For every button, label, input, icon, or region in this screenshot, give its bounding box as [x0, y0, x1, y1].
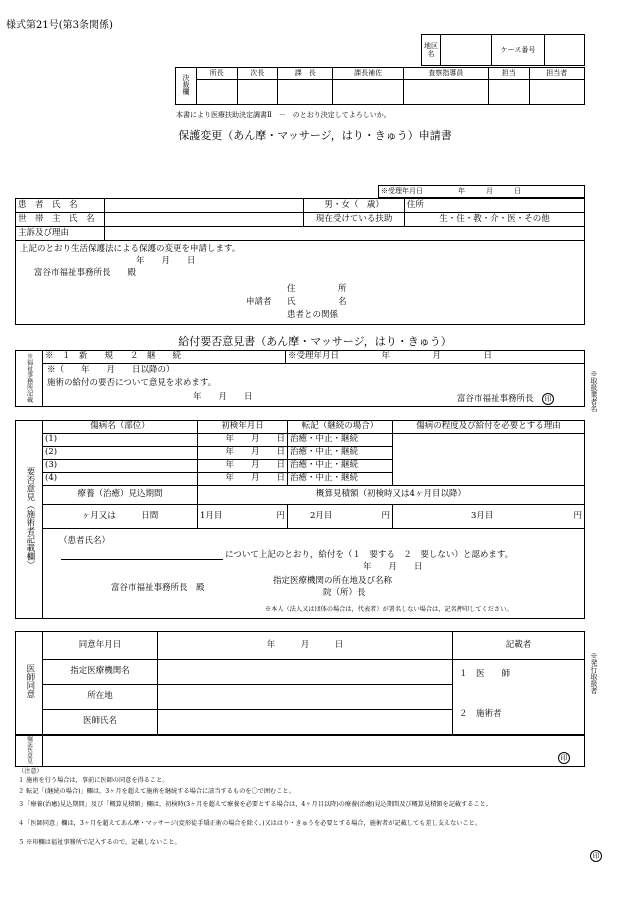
applicant-name-label: 氏 名: [287, 297, 347, 307]
estimate-label: 概算見積額（初検時又は4ヶ月目以降）: [198, 486, 585, 505]
yen-unit: 円: [276, 510, 285, 521]
doctor-consent-table: [15, 631, 585, 735]
patient-name-line[interactable]: [61, 549, 223, 560]
district-label: 地区名: [422, 35, 441, 66]
application-statement: [16, 241, 585, 325]
conclusion-cell: [43, 529, 585, 619]
period-label: 療養（治癒）見込期間: [43, 486, 198, 505]
first-exam-date[interactable]: 年 月 日: [198, 460, 288, 473]
month2-label: 2月目: [310, 510, 333, 521]
request-date: 年 月 日: [193, 392, 253, 402]
case-value[interactable]: [545, 35, 585, 66]
office-label: ※福祉事務所記載: [16, 351, 43, 407]
first-exam-date[interactable]: 年 月 日: [198, 434, 288, 447]
inspection-label: 嘱託医意見: [16, 736, 43, 767]
type-line[interactable]: ※ １ 新 規 ２ 継 続: [43, 351, 286, 364]
current-aid-label: 現在受けている扶助: [304, 213, 405, 227]
writer-label: 記載者: [453, 632, 585, 660]
doctor-consent-label: 医師同意: [16, 632, 43, 735]
disease-row[interactable]: (4): [43, 473, 198, 486]
approver-seal[interactable]: [333, 80, 403, 105]
month3-cell[interactable]: [393, 505, 585, 529]
office-director: 富谷市福祉事務所長: [457, 394, 534, 404]
approver-head: 課 長: [278, 68, 333, 80]
notes-title: （注意）: [18, 768, 43, 775]
location-value[interactable]: [158, 685, 453, 710]
yen-unit: 円: [381, 510, 390, 521]
approver-seal[interactable]: [278, 80, 333, 105]
patient-address[interactable]: 住所: [404, 199, 584, 213]
outcome-choice[interactable]: 治癒・中止・継続: [288, 447, 393, 460]
month3-label: 3月目: [471, 510, 494, 521]
month1-label: 1月目: [200, 510, 223, 521]
inspection-table: [15, 735, 585, 767]
doctor-name-value[interactable]: [158, 710, 453, 735]
col-first-exam: 初検年月日: [198, 421, 288, 434]
head-name-value[interactable]: [104, 213, 304, 227]
approver-head: 次長: [237, 68, 278, 80]
patient-name-caption: （患者氏名）: [59, 536, 111, 546]
district-case-box: [421, 34, 585, 66]
application-recipient: 富谷市福祉事務所長 殿: [34, 268, 137, 278]
district-value[interactable]: [441, 35, 492, 66]
approver-head: 査察指導員: [403, 68, 488, 80]
conclusion-text: について上記のとおり，給付を（１ 要する ２ 要しない）と認めます。: [225, 550, 514, 560]
approver-seal[interactable]: [529, 80, 584, 105]
note-item: ３「療養(治癒)見込期間」及び「概算見積額」欄は，初検時(3ヶ月を超えて療養を必要とする場合は，4ヶ月目以降)の療養(治癒)見込期間及び概算見積額を記載すること。: [18, 801, 493, 808]
approval-box: [175, 67, 585, 105]
note-item: ５ ※印欄は福祉事務所で記入するので，記載しないこと。: [18, 839, 181, 846]
institution-addr-label: 指定医療機関の所在地及び名称: [273, 576, 393, 586]
form-number: 様式第21号(第3条関係): [6, 20, 113, 31]
note-item: ４「医師同意」欄は，3ヶ月を超えてあん摩・マッサージ(変形徒手矯正術の場合を除く。)又ははり・きゅうを必要とする場合，施術者が記載しても差し支えないこと。: [18, 820, 482, 827]
conclusion-date: 年 月 日: [363, 562, 423, 572]
notes-list: [18, 775, 578, 848]
conclusion-recipient: 富谷市福祉事務所長 殿: [111, 583, 205, 593]
approver-head: 所長: [197, 68, 238, 80]
doctor-name-label: 医師氏名: [43, 710, 158, 735]
col-disease: 傷病名（部位）: [43, 421, 198, 434]
signature-note: ※本人（法人又は団体の場合は，代表者）が署名しない場合は，記名押印してください。: [265, 606, 513, 613]
received-date: ※受理年月日 年 月 日: [379, 186, 585, 198]
approver-head: 担当者: [529, 68, 584, 80]
institution-head-label: 院（所）長: [323, 588, 366, 598]
seal-icon: 印: [590, 850, 602, 862]
statement-text: 上記のとおり生活保護法による保護の変更を申請します。: [20, 244, 241, 254]
opinion-table: [15, 420, 585, 619]
approver-seal[interactable]: [489, 80, 530, 105]
relation-label: 患者との関係: [287, 310, 339, 320]
consent-date-value[interactable]: 年 月 日: [158, 632, 453, 660]
writer-practitioner: ２ 施術者: [459, 709, 502, 719]
outcome-choice[interactable]: 治癒・中止・継続: [288, 460, 393, 473]
note-item: １ 施術を行う場合は，事前に医師の同意を得ること。: [18, 777, 169, 784]
reason-label: 主訴及び理由: [16, 227, 105, 241]
office-director-line: [457, 393, 554, 405]
approver-head: 課長補佐: [333, 68, 403, 80]
col-reason: 傷病の程度及び給付を必要とする理由: [393, 421, 585, 434]
opinion-label: 要否意見（施術者記載欄）: [16, 421, 43, 619]
seal-icon: 印: [542, 393, 554, 405]
office-request: [43, 364, 585, 407]
outcome-choice[interactable]: 治癒・中止・継続: [288, 434, 393, 447]
received-box: [378, 185, 585, 198]
reason-cell[interactable]: [393, 434, 585, 486]
approver-seal[interactable]: [237, 80, 278, 105]
handler-label: ※取扱業者名: [590, 370, 598, 412]
bottom-seal: [590, 850, 602, 862]
month1-cell[interactable]: [198, 505, 288, 529]
yen-unit: 円: [573, 510, 582, 521]
inst-name-value[interactable]: [158, 660, 453, 685]
writer-doctor: １ 医 師: [459, 669, 511, 679]
patient-name-value[interactable]: [104, 199, 304, 213]
decision-note: 本書により医療扶助決定調書Ⅱ － のとおり決定してよろしいか。: [176, 111, 391, 119]
reason-value[interactable]: [104, 227, 584, 241]
application-table: [15, 198, 585, 325]
approver-head: 担当: [489, 68, 530, 80]
inst-name-label: 指定医療機関名: [43, 660, 158, 685]
first-exam-date[interactable]: 年 月 日: [198, 473, 288, 486]
approver-seal[interactable]: [403, 80, 488, 105]
issuer-label: ※発行取扱者: [590, 652, 598, 694]
consent-date-label: 同意年月日: [43, 632, 158, 660]
aid-types[interactable]: 生・住・教・介・医・その他: [404, 213, 584, 227]
outcome-choice[interactable]: 治癒・中止・継続: [288, 473, 393, 486]
applicant-label: 申請者: [246, 297, 272, 307]
applicant-address-label: 住 所: [287, 284, 347, 294]
request-text: 施術の給付の要否について意見を求めます。: [47, 378, 217, 388]
col-outcome: 転記（継続の場合）: [288, 421, 393, 434]
period-value[interactable]: ヶ月又は 日間: [43, 505, 198, 529]
month2-cell[interactable]: [288, 505, 393, 529]
office-received: ※受理年月日 年 月 日: [286, 351, 585, 364]
disease-row[interactable]: (1): [43, 434, 198, 447]
application-title: 保護変更（あん摩・マッサージ，はり・きゅう）申請書: [178, 129, 452, 142]
since-text: ※（ 年 月 日以降の）: [47, 365, 175, 375]
disease-row[interactable]: (3): [43, 460, 198, 473]
gender-age[interactable]: 男・女（ 歳）: [304, 199, 405, 213]
application-date: 年 月 日: [136, 256, 196, 266]
disease-row[interactable]: (2): [43, 447, 198, 460]
inspection-value[interactable]: [43, 736, 585, 767]
patient-name-label: 患 者 氏 名: [16, 199, 105, 213]
first-exam-date[interactable]: 年 月 日: [198, 447, 288, 460]
head-name-label: 世 帯 主 氏 名: [16, 213, 105, 227]
opinion-title: 給付要否意見書（あん摩・マッサージ，はり・きゅう）: [178, 335, 452, 348]
note-item: ２ 転記「(継続の場合)」欄は，3ヶ月を超えて施術を継続する場合に該当するものを〇で囲むこと。: [18, 788, 295, 795]
office-table: [15, 350, 585, 407]
seal-icon: 印: [558, 752, 570, 764]
case-label: ケース番号: [492, 35, 545, 66]
kessai-label: 決裁欄: [176, 68, 197, 105]
writer-choice[interactable]: [453, 660, 585, 735]
approver-seal[interactable]: [197, 80, 238, 105]
location-label: 所在地: [43, 685, 158, 710]
